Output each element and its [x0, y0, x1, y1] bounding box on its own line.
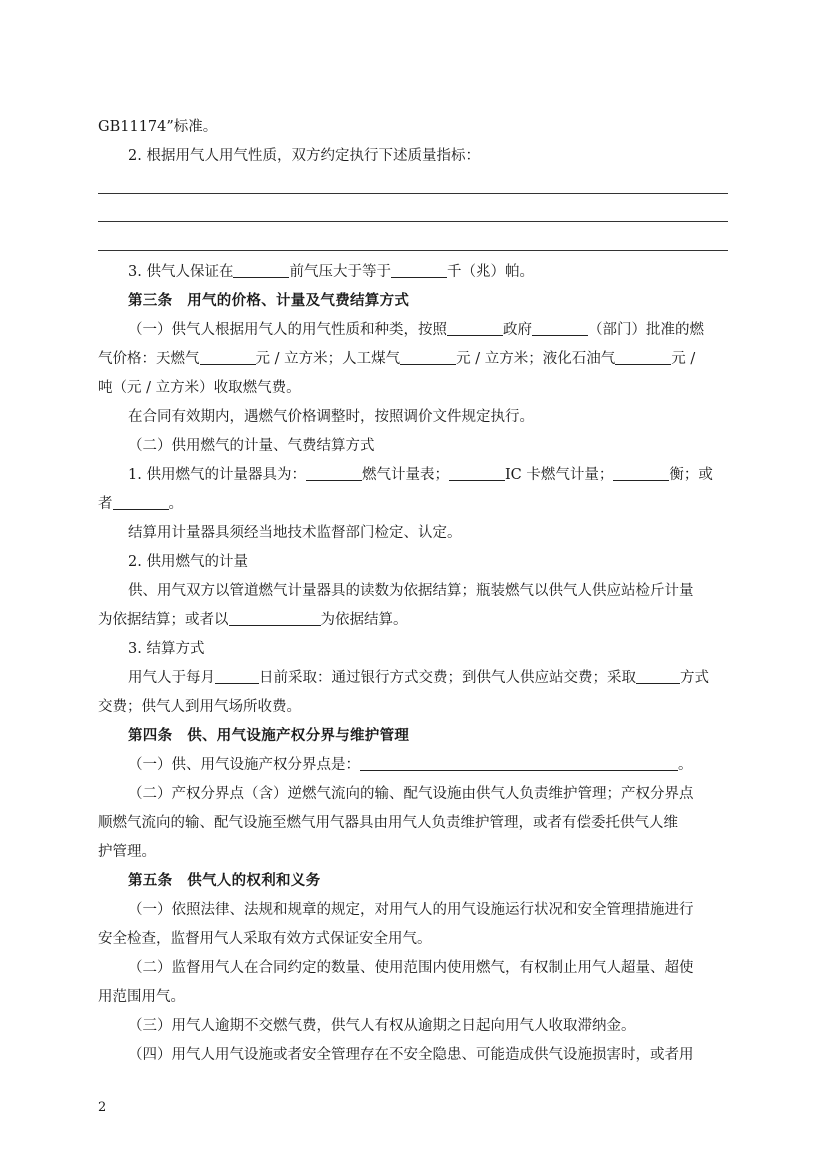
text-line: （二）产权分界点（含）逆燃气流向的输、配气设施由供气人负责维护管理；产权分界点 [128, 786, 694, 802]
article-heading: 第三条 用气的价格、计量及气费结算方式 [128, 292, 410, 309]
text-line: 结算用计量器具须经当地技术监督部门检定、认定。 [128, 525, 462, 541]
text-line: （一）依照法律、法规和规章的规定，对用气人的用气设施运行状况和安全管理措施进行 [128, 902, 694, 918]
blank-field [391, 263, 447, 278]
text-segment: 方式 [680, 670, 709, 686]
text-line: 供、用气双方以管道燃气计量器具的读数为依据结算；瓶装燃气以供气人供应站检斤计量 [128, 583, 694, 599]
text-segment: 。 [168, 496, 183, 512]
blank-field [200, 350, 256, 365]
blank-field [613, 466, 669, 481]
text-segment: IC 卡燃气计量； [504, 467, 614, 483]
blank-field [229, 611, 321, 626]
text-segment: 元 / [671, 351, 696, 367]
text-line: 在合同有效期内，遇燃气价格调整时，按照调价文件规定执行。 [128, 409, 534, 425]
text-segment: 3. 供气人保证在 [128, 264, 234, 280]
text-segment: 气价格：天燃气 [98, 351, 200, 367]
text-segment: 1. 供用燃气的计量器具为： [128, 467, 306, 483]
blank-field [306, 466, 362, 481]
blank-fill-line [98, 250, 728, 251]
blank-field [449, 466, 505, 481]
text-segment: 日前采取：通过银行方式交费；到供气人供应站交费；采取 [259, 670, 636, 686]
text-line: GB11174”标准。 [98, 119, 218, 135]
text-line [98, 494, 728, 514]
text-line: 2. 根据用气人用气性质，双方约定执行下述质量指标： [128, 148, 480, 164]
text-line [98, 610, 728, 630]
text-line [128, 755, 728, 775]
text-line: （三）用气人逾期不交燃气费，供气人有权从逾期之日起向用气人收取滞纳金。 [128, 1018, 636, 1034]
text-segment: 燃气计量表； [361, 467, 449, 483]
text-line: 顺燃气流向的输、配气设施至燃气用气器具由用气人负责维护管理，或者有偿委托供气人维 [98, 815, 678, 831]
text-segment: 千（兆）帕。 [446, 264, 534, 280]
text-segment: 政府 [503, 322, 532, 338]
text-line: （二）监督用气人在合同约定的数量、使用范围内使用燃气，有权制止用气人超量、超使 [128, 960, 694, 976]
text-line: 3. 结算方式 [128, 641, 205, 657]
text-line: （四）用气人用气设施或者安全管理存在不安全隐患、可能造成供气设施损害时，或者用 [128, 1047, 694, 1063]
text-line: （二）供用燃气的计量、气费结算方式 [128, 438, 375, 454]
text-line: 2. 供用燃气的计量 [128, 554, 248, 570]
blank-field [615, 350, 671, 365]
text-segment: （一）供气人根据用气人的用气性质和种类，按照 [128, 322, 447, 338]
text-line: 安全检查，监督用气人采取有效方式保证安全用气。 [98, 931, 432, 947]
blank-field [360, 756, 678, 771]
text-line: 吨（元 / 立方米）收取燃气费。 [98, 380, 301, 396]
text-line: 交费；供气人到用气场所收费。 [98, 699, 301, 715]
text-segment: 元 / 立方米；液化石油气 [456, 351, 616, 367]
text-line [128, 668, 728, 688]
text-line [128, 262, 728, 282]
blank-field [215, 669, 259, 684]
blank-field [233, 263, 289, 278]
page-number: 2 [98, 1100, 107, 1115]
blank-field [447, 321, 503, 336]
text-line: 用范围用气。 [98, 989, 185, 1005]
blank-field [113, 495, 169, 510]
text-segment: 用气人于每月 [128, 670, 215, 686]
text-segment: 。 [678, 757, 693, 773]
text-segment: 衡；或 [669, 467, 713, 483]
text-segment: 为依据结算。 [320, 612, 408, 628]
text-segment: 元 / 立方米；人工煤气 [255, 351, 401, 367]
text-segment: （一）供、用气设施产权分界点是： [128, 757, 360, 773]
text-segment: 为依据结算；或者以 [98, 612, 229, 628]
text-segment: 者 [98, 496, 113, 512]
blank-fill-line [98, 193, 728, 194]
text-line [128, 465, 728, 485]
blank-field [400, 350, 456, 365]
text-segment: （部门）批准的燃 [588, 322, 704, 338]
blank-field [636, 669, 680, 684]
article-heading: 第五条 供气人的权利和义务 [128, 872, 321, 889]
article-heading: 第四条 供、用气设施产权分界与维护管理 [128, 727, 410, 744]
blank-fill-line [98, 221, 728, 222]
text-line: 护管理。 [98, 844, 156, 860]
text-line [98, 349, 728, 369]
blank-field [532, 321, 588, 336]
text-line [128, 320, 728, 340]
text-segment: 前气压大于等于 [289, 264, 391, 280]
